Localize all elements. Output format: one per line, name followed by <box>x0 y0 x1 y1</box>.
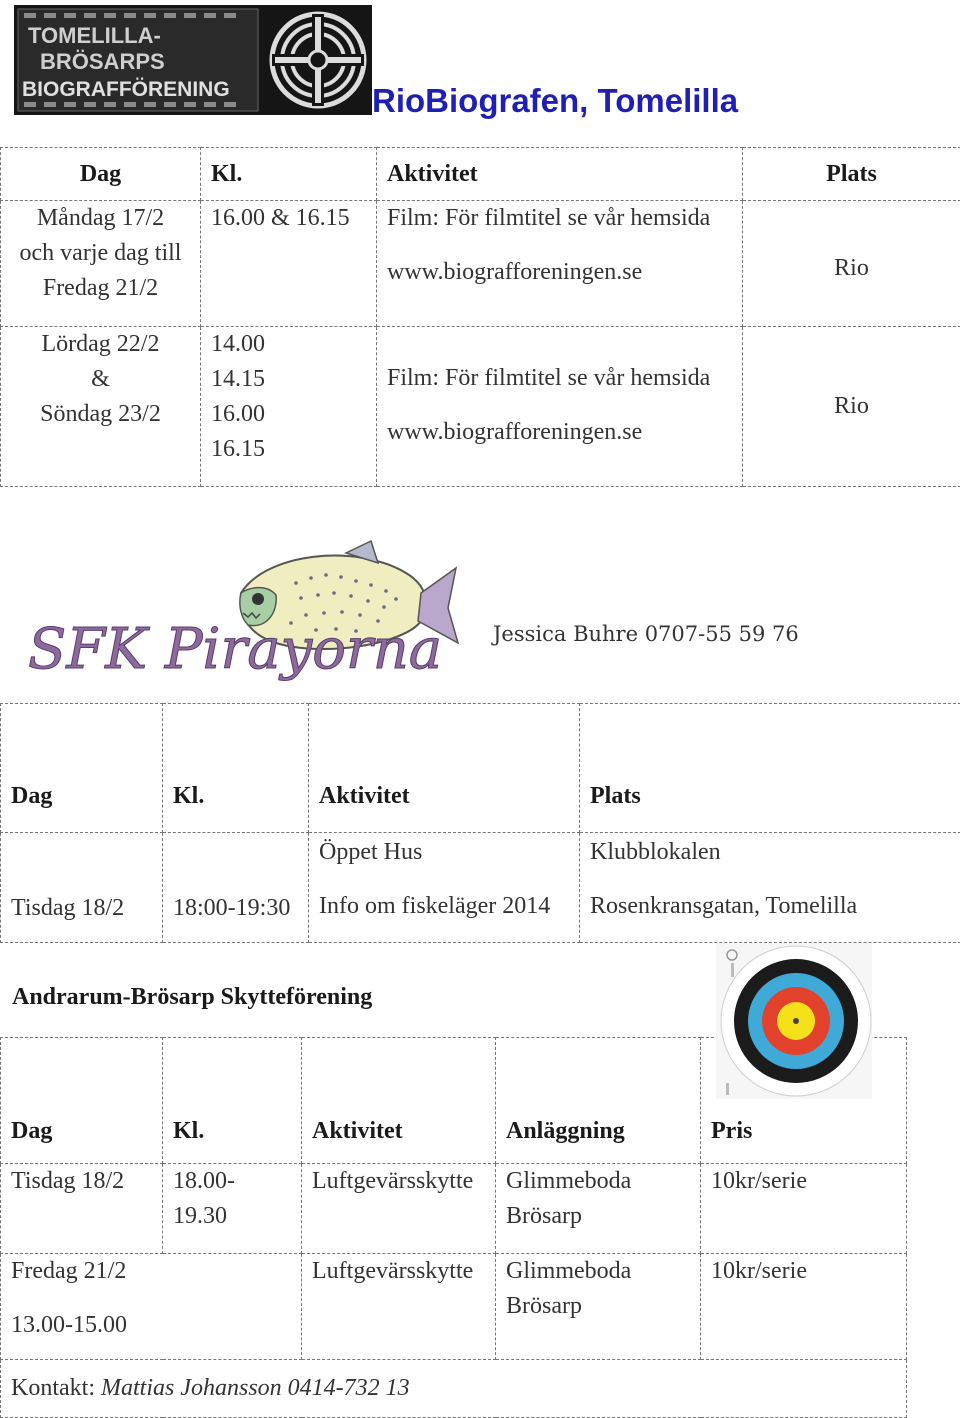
table-header-row <box>1 148 960 201</box>
table-row <box>1 201 960 327</box>
sfk-logo-text: SFK Pirayorna <box>28 617 442 682</box>
dag-line: Lördag 22/2 <box>1 327 200 362</box>
anlaggning-line: Glimmeboda <box>506 1254 700 1289</box>
contact-value: Mattias Johansson 0414-732 13 <box>101 1375 410 1401</box>
table-row <box>1 1360 907 1418</box>
section-title: Andrarum-Brösarp Skytteförening <box>12 984 372 1011</box>
cell-aktivitet <box>377 327 743 487</box>
cell-plats: Rio <box>743 327 960 487</box>
kl-line: 18.00- <box>173 1164 301 1199</box>
anlaggning-line: Brösarp <box>506 1289 700 1324</box>
anlaggning-line: Brösarp <box>506 1199 700 1234</box>
column-header-aktivitet: Aktivitet <box>302 1038 496 1164</box>
dag-line: och varje dag till <box>1 236 200 271</box>
column-header-plats: Plats <box>743 148 960 201</box>
kl-line: 16.00 & 16.15 <box>211 201 376 236</box>
cell-aktivitet <box>302 1254 496 1360</box>
cell-dag <box>1 327 201 487</box>
piranha-fish-icon <box>26 533 466 693</box>
kl-line: 14.00 <box>211 327 376 362</box>
anlaggning-line: Glimmeboda <box>506 1164 700 1199</box>
cell-aktivitet <box>309 833 580 943</box>
sfk-pirayorna-logo <box>26 533 466 693</box>
column-header-dag: Dag <box>1 704 163 833</box>
dag-line: Tisdag 18/2 <box>11 1164 162 1199</box>
kl-line: 16.00 <box>211 397 376 432</box>
plats-line: Rosenkransgatan, Tomelilla <box>590 889 960 924</box>
logo-line-1: TOMELILLA- <box>28 23 161 48</box>
cell-kl <box>201 327 377 487</box>
aktivitet-line: Film: För filmtitel se vår hemsida <box>387 201 742 236</box>
dag-line: 13.00-15.00 <box>11 1308 301 1343</box>
aktivitet-line: Film: För filmtitel se vår hemsida <box>387 361 742 396</box>
pris-line: 10kr/serie <box>711 1164 906 1199</box>
archery-target-image <box>716 943 872 1099</box>
logo-line-2: BRÖSARPS <box>40 49 165 74</box>
dag-line: Fredag 21/2 <box>1 271 200 306</box>
cell-anlaggning <box>496 1164 701 1254</box>
table-row <box>1 327 960 487</box>
page-title: RioBiografen, Tomelilla <box>372 82 738 120</box>
dag-line: & <box>1 362 200 397</box>
table-row <box>1 1254 907 1360</box>
column-header-pris: Pris <box>701 1038 907 1164</box>
aktivitet-line: Info om fiskeläger 2014 <box>319 889 579 924</box>
logo-line-3: BIOGRAFFÖRENING <box>22 78 230 101</box>
aktivitet-line: Luftgevärsskytte <box>312 1254 495 1289</box>
table-row <box>1 1164 907 1254</box>
website-link[interactable]: www.biografforeningen.se <box>387 415 742 450</box>
plats-line: Klubblokalen <box>590 835 960 870</box>
cell-pris <box>701 1254 907 1360</box>
aktivitet-line: Öppet Hus <box>319 835 579 870</box>
website-link[interactable]: www.biografforeningen.se <box>387 255 742 290</box>
sfk-schedule-table <box>0 703 960 943</box>
contact-label: Kontakt: <box>11 1375 95 1401</box>
kl-line: 14.15 <box>211 362 376 397</box>
column-header-anlaggning: Anläggning <box>496 1038 701 1164</box>
kl-line: 16.15 <box>211 432 376 467</box>
column-header-kl: Kl. <box>201 148 377 201</box>
cell-dag <box>1 1164 163 1254</box>
cell-anlaggning <box>496 1254 701 1360</box>
archery-target-icon <box>716 943 872 1099</box>
pris-line: 10kr/serie <box>711 1254 906 1289</box>
cell-kl <box>163 1164 302 1254</box>
cell-plats: Rio <box>743 201 960 327</box>
column-header-dag: Dag <box>1 148 201 201</box>
column-header-dag: Dag <box>1 1038 163 1164</box>
cell-kl <box>201 201 377 327</box>
cell-dag <box>1 1254 302 1360</box>
dag-line: Fredag 21/2 <box>11 1254 301 1289</box>
dag-line: Söndag 23/2 <box>1 397 200 432</box>
cell-kl: 18:00-19:30 <box>163 833 309 943</box>
sfk-contact: Jessica Buhre 0707-55 59 76 <box>493 622 799 646</box>
film-reel-logo-icon <box>14 5 372 115</box>
rio-schedule-table <box>0 147 960 487</box>
aktivitet-line: Luftgevärsskytte <box>312 1164 495 1199</box>
table-header-row <box>1 704 960 833</box>
column-header-aktivitet: Aktivitet <box>377 148 743 201</box>
column-header-plats: Plats <box>580 704 960 833</box>
table-row <box>1 833 960 943</box>
cell-dag: Tisdag 18/2 <box>1 833 163 943</box>
contact-cell <box>1 1360 907 1418</box>
cell-aktivitet <box>377 201 743 327</box>
biografforening-logo <box>14 5 372 115</box>
column-header-kl: Kl. <box>163 1038 302 1164</box>
kl-line: 19.30 <box>173 1199 301 1234</box>
cell-plats <box>580 833 960 943</box>
cell-aktivitet <box>302 1164 496 1254</box>
cell-dag <box>1 201 201 327</box>
column-header-kl: Kl. <box>163 704 309 833</box>
cell-pris <box>701 1164 907 1254</box>
column-header-aktivitet: Aktivitet <box>309 704 580 833</box>
dag-line: Måndag 17/2 <box>1 201 200 236</box>
